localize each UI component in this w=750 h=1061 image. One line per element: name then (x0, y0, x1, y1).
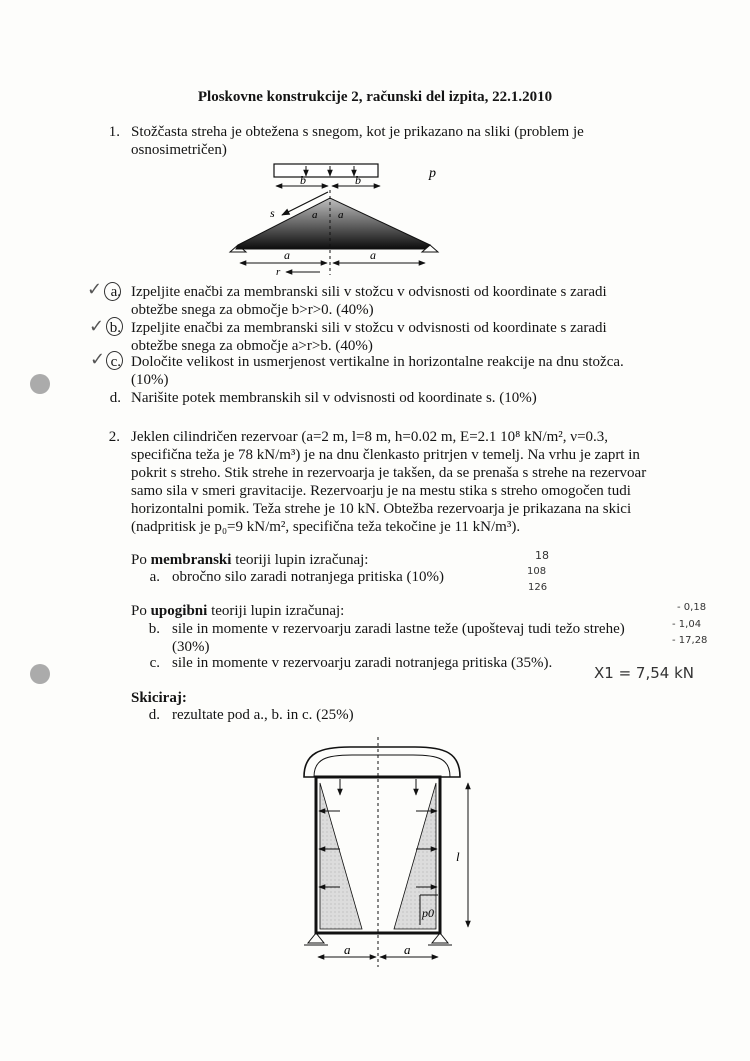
handwritten-result-x1: X1 = 7,54 kN (594, 664, 694, 682)
dim-l: l (456, 849, 460, 864)
item-2c-letter: c. (149, 655, 160, 671)
problem-2-line5: horizontalni pomik. Teža strehe je 10 kN. Obtežba rezervoarja je prikazana na skici (131, 501, 632, 517)
sketch-heading: Skiciraj: (131, 690, 187, 706)
item-2d-text: rezultate pod a., b. in c. (25%) (172, 707, 354, 723)
item-1c-line1: Določite velikost in usmerjenost vertikalne in horizontalne reakcije na dnu stožca. (131, 354, 624, 370)
item-1b-line2: obtežbe snega za območje a>r>b. (40%) (131, 338, 373, 354)
item-2b-line1: sile in momente v rezervoarju zaradi lastne teže (upoštevaj tudi težo strehe) (172, 621, 625, 637)
pressure-diagram-left (320, 783, 362, 929)
item-2a-text: obročno silo zaradi notranjega pritiska (10%) (172, 569, 444, 585)
problem-2-number: 2. (108, 429, 120, 445)
handwritten-note-126: 126 (528, 582, 548, 593)
item-1d-letter: d. (109, 390, 121, 406)
problem-2-line6: (nadpritisk je p₀=9 kN/m², specifična teža tekočine je 11 kN/m³). (131, 519, 521, 535)
dim-b-right: b (355, 173, 361, 187)
item-2b-line2: (30%) (172, 639, 210, 655)
item-1a-line1: Izpeljite enačbi za membranski sili v stožcu v odvisnosti od koordinate s zaradi (131, 284, 607, 300)
cone-roof-figure (220, 160, 460, 280)
problem-1-intro-line2: osnosimetričen) (131, 142, 227, 158)
dim-b-left: b (300, 173, 306, 187)
dim-a-left: a (284, 248, 290, 262)
snow-load-box (274, 164, 378, 177)
handwritten-note-108: 108 (527, 566, 547, 577)
binder-hole-bottom (30, 664, 50, 684)
problem-2-line1: Jeklen cilindričen rezervoar (a=2 m, l=8 m, h=0.02 m, E=2.1 10⁸ kN/m², ν=0.3, (131, 429, 609, 445)
item-2c-line1: sile in momente v rezervoarju zaradi notranjega pritiska (35%). (172, 655, 553, 671)
handwritten-checkmark-c: ✓ (90, 349, 106, 370)
bending-heading: Po upogibni teoriji lupin izračunaj: (131, 603, 345, 619)
dim-a-right: a (370, 248, 376, 262)
binder-hole-top (30, 374, 50, 394)
handwritten-checkmark-b: ✓ (89, 316, 105, 337)
handwritten-note-minus-018: - 0,18 (677, 602, 707, 613)
dim-a-left-tank: a (344, 942, 351, 957)
cone-label-a-left: a (312, 209, 318, 221)
problem-2-line4: samo sila v smeri gravitacije. Rezervoarju je na mestu stika s streho omogočen tudi (131, 483, 631, 499)
tank-figure (290, 735, 490, 970)
handwritten-note-18: 18 (535, 549, 549, 562)
coordinate-r: r (276, 266, 281, 278)
problem-1-number: 1. (108, 124, 120, 140)
item-2a-letter: a. (149, 569, 160, 585)
tank-roof (304, 747, 460, 777)
coordinate-s: s (270, 206, 275, 220)
handwritten-checkmark-a: ✓ (87, 279, 103, 300)
dim-a-right-tank: a (404, 942, 411, 957)
load-label-p: p (429, 166, 436, 181)
problem-2-line3: pokrit s streho. Stik strehe in rezervoarja je takšen, da se prenaša s strehe na rezervoar (131, 465, 647, 481)
item-2d-letter: d. (148, 707, 160, 723)
pressure-label-p0: p0 (422, 906, 434, 920)
item-2b-letter: b. (148, 621, 160, 637)
item-1a-letter: a. (110, 284, 121, 300)
item-1d-line1: Narišite potek membranskih sil v odvisnosti od koordinate s. (10%) (131, 390, 537, 406)
page-title: Ploskovne konstrukcije 2, računski del izpita, 22.1.2010 (197, 89, 553, 105)
item-1b-letter: b. (109, 320, 121, 336)
handwritten-note-minus-1728: - 17,28 (672, 635, 708, 646)
problem-2-line2: specifična teža je 78 kN/m³) je na dnu členkasto pritrjen v temelj. Na vrhu je zaprt in (131, 447, 640, 463)
cone-shell (236, 198, 430, 249)
item-1b-line1: Izpeljite enačbi za membranski sili v stožcu v odvisnosti od koordinate s zaradi (131, 320, 607, 336)
item-1a-line2: obtežbe snega za območje b>r>0. (40%) (131, 302, 374, 318)
handwritten-note-minus-104: - 1,04 (672, 619, 702, 630)
cone-label-a-right: a (338, 209, 344, 221)
membrane-heading: Po membranski teoriji lupin izračunaj: (131, 552, 369, 568)
problem-1-intro-line1: Stožčasta streha je obtežena s snegom, kot je prikazano na sliki (problem je (131, 124, 584, 140)
item-1c-line2: (10%) (131, 372, 169, 388)
item-1c-letter: c. (110, 354, 121, 370)
